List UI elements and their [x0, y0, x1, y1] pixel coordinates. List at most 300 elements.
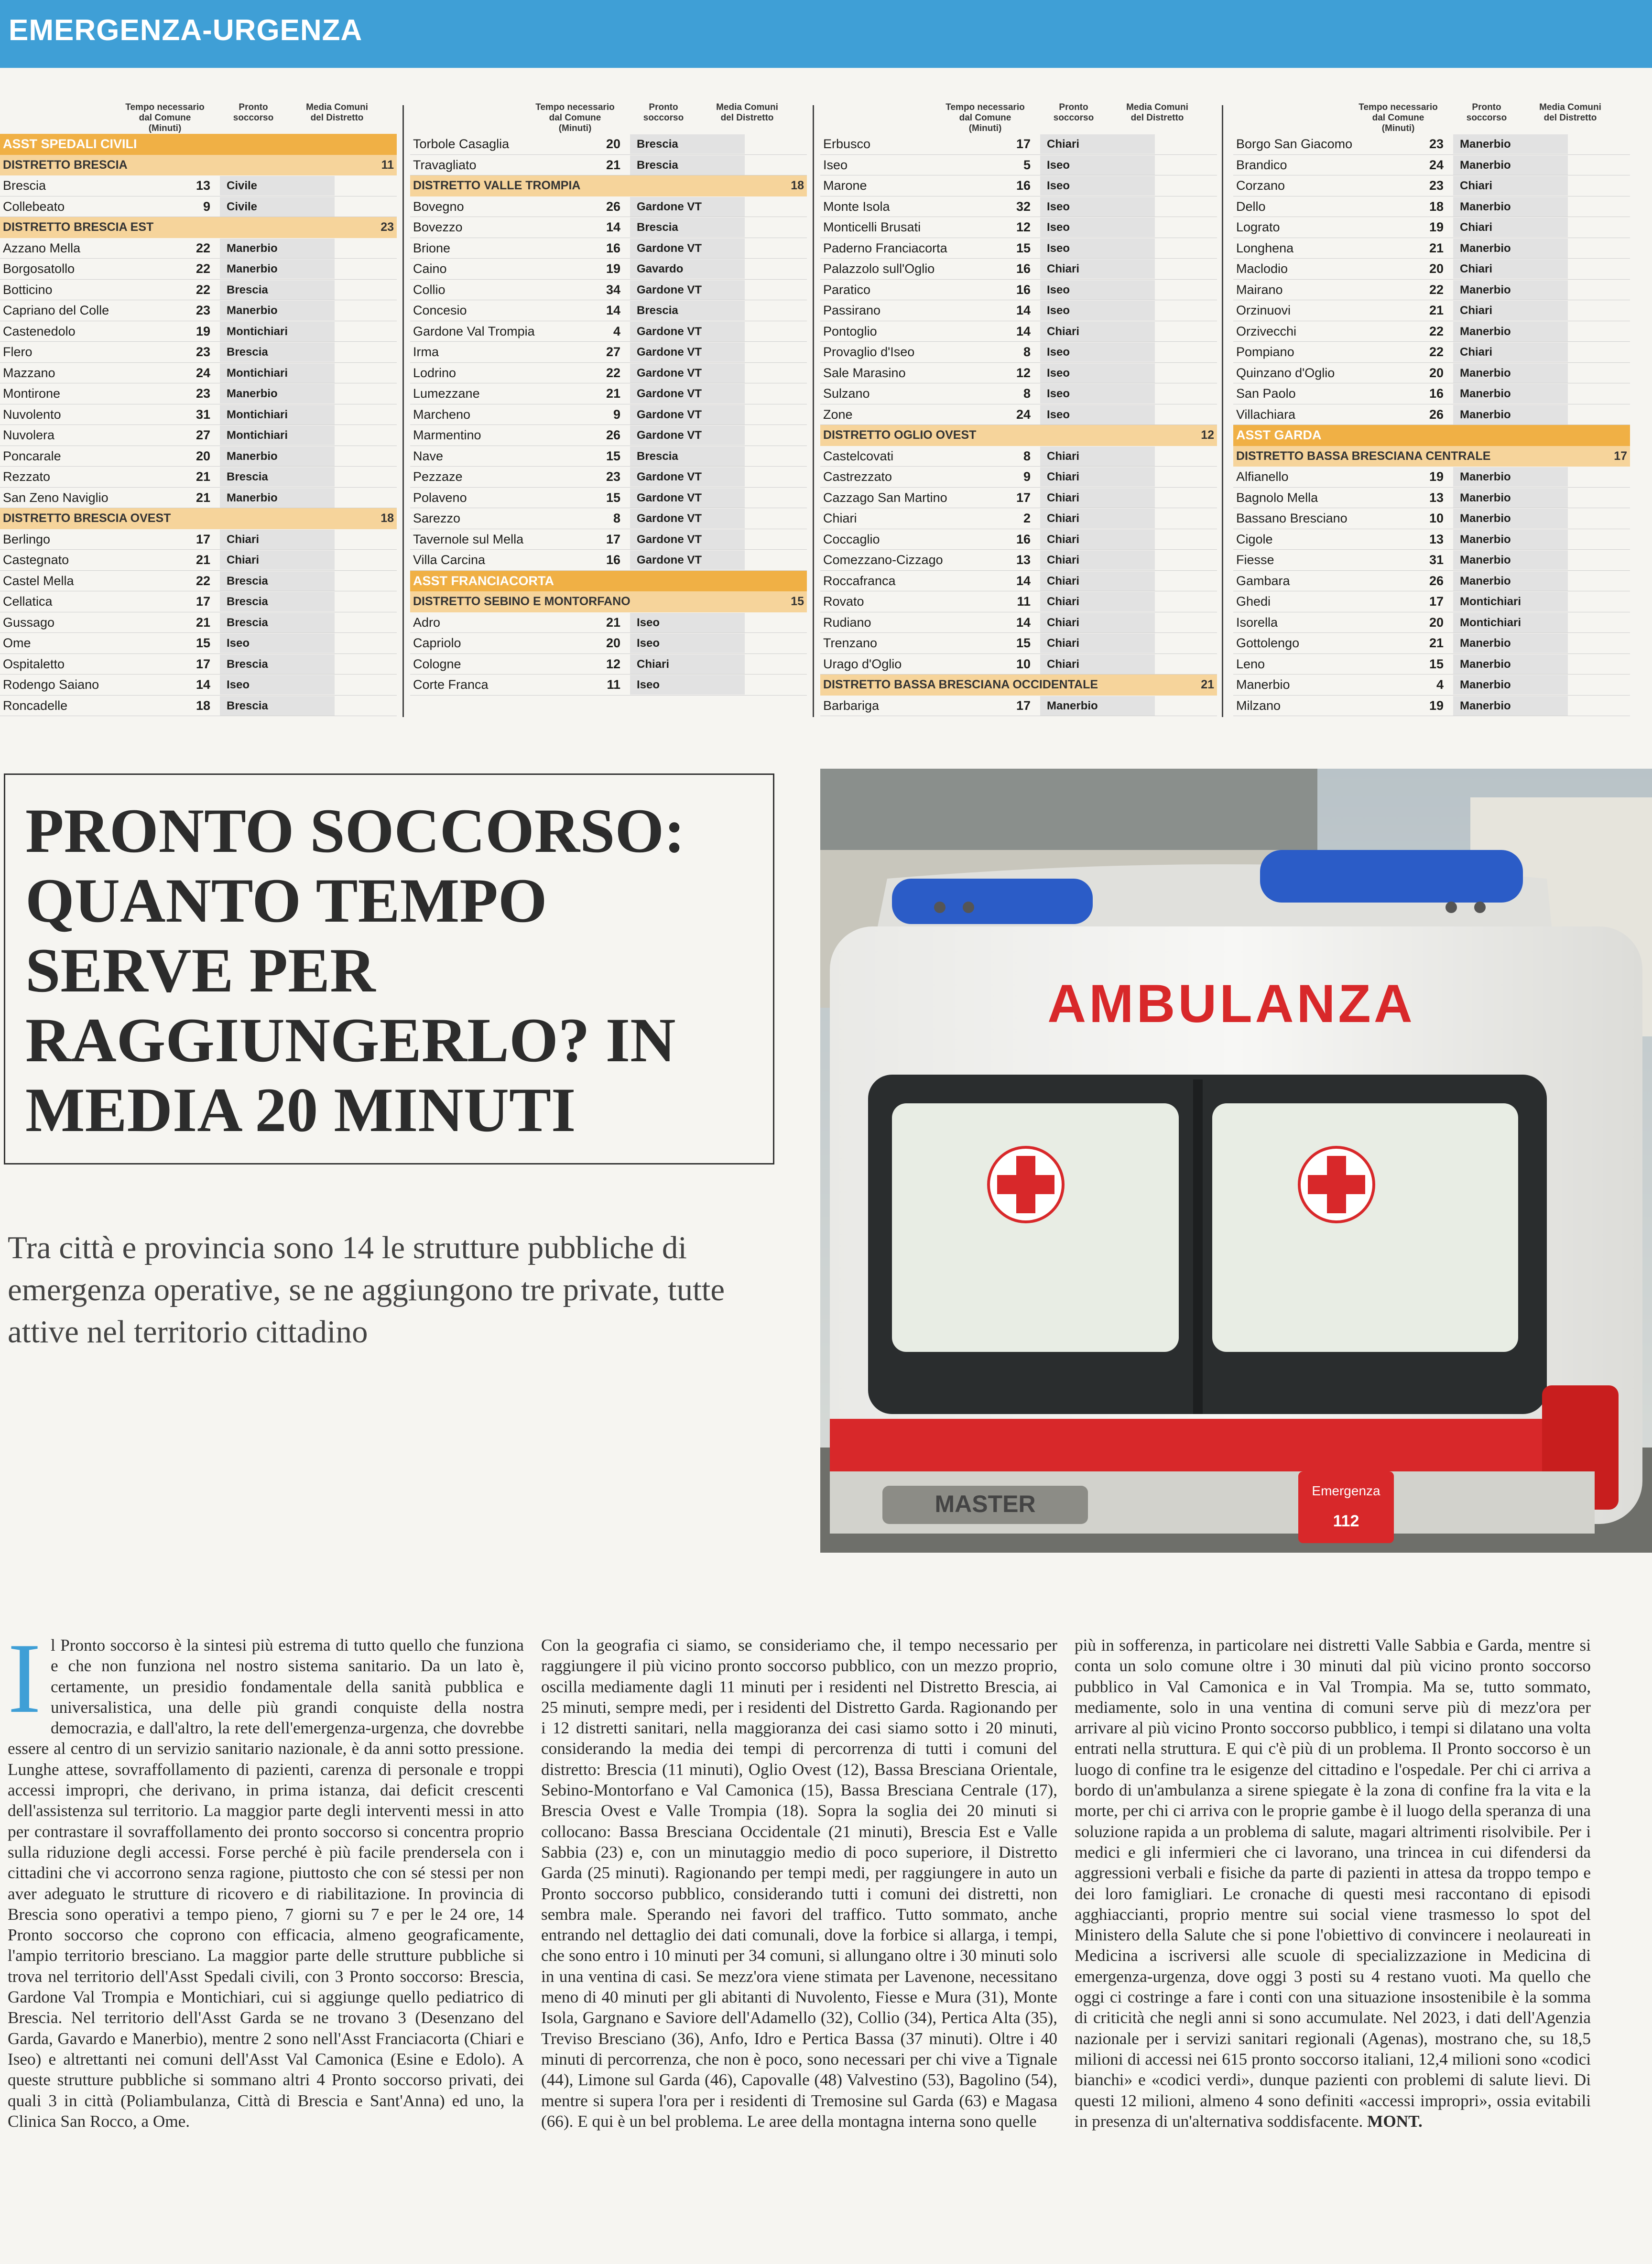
comune-name: Passirano — [823, 303, 881, 317]
travel-minutes: 23 — [1429, 137, 1444, 151]
travel-minutes: 31 — [196, 407, 210, 422]
comune-name: Azzano Mella — [3, 240, 81, 255]
comune-row — [820, 571, 1217, 592]
pronto-soccorso: Iseo — [220, 675, 335, 695]
travel-minutes: 22 — [1429, 282, 1444, 297]
district-name: DISTRETTO SEBINO E MONTORFANO — [413, 595, 630, 608]
pronto-soccorso: Brescia — [220, 592, 335, 611]
comune-row — [1233, 612, 1630, 633]
comune-name: Brione — [413, 240, 451, 255]
comune-row — [410, 633, 807, 654]
comune-row — [410, 383, 807, 404]
comune-row — [1233, 196, 1630, 218]
comune-name: Rezzato — [3, 469, 51, 484]
comune-name: Provaglio d'Iseo — [823, 345, 915, 359]
comune-name: Adro — [413, 615, 441, 630]
comune-name: Roccafranca — [823, 573, 896, 588]
district-average: 18 — [380, 512, 394, 525]
comune-row — [1233, 591, 1630, 612]
travel-minutes: 21 — [606, 386, 620, 401]
comune-name: Nuvolento — [3, 407, 61, 422]
district-header — [0, 155, 397, 176]
comune-name: Rovato — [823, 594, 864, 609]
comune-name: Orzinuovi — [1236, 303, 1291, 317]
comune-name: Tavernole sul Mella — [413, 532, 524, 546]
pronto-soccorso: Manerbio — [1453, 467, 1568, 487]
article-text-col1: l Pronto soccorso è la sintesi più estrema di tutto quello che funziona e che non funziona nel nostro sistema sanitario. Da un lato è, certamente, un presidio fondamentale della sanità pubblica e universalistica, una delle più grandi conquiste della nostra democrazia, e dall'altro, la rete dell'emergenza-urgenza, che dovrebbe essere al centro di un servizio sanitario nazionale, è da anni sotto pressione. Lunghe attese, sovraffollamento di pazienti, carenza di personale e troppi accessi impropri, che derivano, in prima istanza, dai deficit crescenti dell'assistenza sul territorio. La maggior parte degli interventi messi in atto per contrastare il sovraffollamento dei pronto soccorso si concentra proprio sulla riduzione degli accessi. Forse perché è più facile prendersela con i cittadini che vi accorrono senza ragione, piuttosto che con sé stessi per non aver adeguato le strutture di ricovero e di riabilitazione. In provincia di Brescia sono operativi a tempo pieno, 7 giorni su 7 e per le 24 ore, 14 Pronto soccorso che coprono con efficacia, almeno geograficamente, l'ampio territorio bresciano. La maggior parte delle strutture pubbliche si trova nel territorio dell'Asst Spedali civili, con 3 Pronto soccorso: Brescia, Gardone Val Trompia e Montichiari, cui si aggiunge quello pediatrico di Brescia. Nel territorio dell'Asst Garda se ne trovano 3 (Desenzano del Garda, Gavardo e Manerbio), mentre 2 sono nell'Asst Franciacorta (Chiari e Iseo) e altrettanti nei comuni dell'Asst Val Camonica (Esine e Edolo). A queste strutture pubbliche si sommano altri 4 Pronto soccorso privati, dei quali 3 in città (Poliambulanza, Città di Brescia e Sant'Anna) ed uno, la Clinica San Rocco, a Ome. — [8, 1636, 524, 2131]
comune-name: Cologne — [413, 656, 461, 671]
travel-minutes: 20 — [1429, 261, 1444, 276]
comune-row — [1233, 280, 1630, 301]
comune-row — [820, 633, 1217, 654]
pronto-soccorso: Iseo — [1040, 363, 1155, 383]
travel-minutes: 18 — [196, 698, 210, 713]
pronto-soccorso: Civile — [220, 197, 335, 217]
travel-minutes: 18 — [1429, 199, 1444, 214]
pronto-soccorso: Chiari — [1040, 259, 1155, 279]
comune-row — [410, 342, 807, 363]
travel-minutes: 8 — [1023, 448, 1031, 463]
header-avg: Media Comuni del Distretto — [306, 102, 368, 123]
pronto-soccorso: Manerbio — [220, 446, 335, 466]
travel-minutes: 16 — [1016, 532, 1031, 546]
travel-minutes: 26 — [1429, 573, 1444, 588]
comune-name: Palazzolo sull'Oglio — [823, 261, 935, 276]
table-column-4 — [1233, 96, 1630, 716]
comune-row — [0, 425, 397, 446]
travel-minutes: 14 — [1016, 615, 1031, 630]
comune-row — [1233, 467, 1630, 488]
travel-minutes: 10 — [1016, 656, 1031, 671]
comune-name: Marmentino — [413, 428, 481, 442]
comune-row — [0, 238, 397, 259]
comune-name: Trenzano — [823, 636, 878, 650]
comune-row — [820, 654, 1217, 675]
comune-name: Pompiano — [1236, 345, 1294, 359]
comune-name: Iseo — [823, 157, 848, 172]
pronto-soccorso: Montichiari — [1453, 592, 1568, 611]
travel-minutes: 15 — [1016, 240, 1031, 255]
pronto-soccorso: Manerbio — [220, 488, 335, 508]
travel-minutes: 8 — [613, 511, 620, 525]
pronto-soccorso: Chiari — [630, 654, 745, 674]
travel-minutes: 20 — [606, 636, 620, 650]
district-name: DISTRETTO BASSA BRESCIANA OCCIDENTALE — [823, 678, 1098, 691]
comune-name: Comezzano-Cizzago — [823, 553, 943, 567]
pronto-soccorso: Iseo — [630, 633, 745, 653]
pronto-soccorso: Iseo — [1040, 405, 1155, 424]
pronto-soccorso: Chiari — [1040, 322, 1155, 341]
comune-name: Alfianello — [1236, 469, 1289, 484]
comune-row — [1233, 363, 1630, 384]
pronto-soccorso: Chiari — [1453, 342, 1568, 362]
pronto-soccorso: Iseo — [1040, 197, 1155, 217]
comune-name: Mairano — [1236, 282, 1283, 297]
comune-row — [0, 300, 397, 321]
pronto-soccorso: Brescia — [220, 280, 335, 300]
comune-name: Capriano del Colle — [3, 303, 109, 317]
travel-minutes: 14 — [1016, 324, 1031, 338]
pronto-soccorso: Chiari — [1453, 218, 1568, 237]
pronto-soccorso: Manerbio — [1453, 550, 1568, 570]
comune-row — [1233, 321, 1630, 342]
pronto-soccorso: Chiari — [1040, 633, 1155, 653]
pronto-soccorso: Chiari — [220, 550, 335, 570]
comune-name: Polaveno — [413, 490, 467, 505]
travel-minutes: 31 — [1429, 553, 1444, 567]
travel-minutes: 24 — [1429, 157, 1444, 172]
district-header — [0, 508, 397, 529]
travel-minutes: 22 — [1429, 345, 1444, 359]
comune-row — [0, 612, 397, 633]
comune-name: Marone — [823, 178, 867, 193]
comune-row — [0, 571, 397, 592]
pronto-soccorso: Gardone VT — [630, 363, 745, 383]
travel-minutes: 22 — [196, 573, 210, 588]
travel-minutes: 15 — [1429, 656, 1444, 671]
pronto-soccorso: Manerbio — [1453, 633, 1568, 653]
comune-name: Collebeato — [3, 199, 65, 214]
comune-row — [0, 321, 397, 342]
comune-name: Gottolengo — [1236, 636, 1300, 650]
comune-name: Leno — [1236, 656, 1265, 671]
pronto-soccorso: Gardone VT — [630, 280, 745, 300]
travel-minutes: 20 — [196, 448, 210, 463]
comune-name: Fiesse — [1236, 553, 1274, 567]
travel-minutes: 13 — [1429, 532, 1444, 546]
pronto-soccorso: Brescia — [630, 155, 745, 175]
comune-name: Rudiano — [823, 615, 871, 630]
comune-row — [0, 654, 397, 675]
pronto-soccorso: Brescia — [220, 613, 335, 632]
pronto-soccorso: Manerbio — [1040, 696, 1155, 716]
travel-minutes: 11 — [607, 677, 620, 692]
article-column-3 — [1075, 1635, 1591, 2132]
travel-minutes: 12 — [1016, 220, 1031, 234]
comune-row — [410, 321, 807, 342]
column-divider — [402, 105, 404, 717]
comune-name: Montirone — [3, 386, 61, 401]
headline: PRONTO SOCCORSO: QUANTO TEMPO SERVE PER RAGGIUNGERLO? IN MEDIA 20 MINUTI — [25, 795, 685, 1145]
comune-name: Pontoglio — [823, 324, 877, 338]
comune-name: Coccaglio — [823, 532, 880, 546]
travel-minutes: 26 — [606, 199, 620, 214]
comune-name: Orzivecchi — [1236, 324, 1297, 338]
travel-minutes: 27 — [196, 428, 210, 442]
pronto-soccorso: Gardone VT — [630, 405, 745, 424]
pronto-soccorso: Gardone VT — [630, 550, 745, 570]
left-light-bar — [892, 879, 1093, 924]
travel-minutes: 16 — [1016, 282, 1031, 297]
pronto-soccorso: Gardone VT — [630, 384, 745, 403]
district-average: 21 — [1201, 678, 1214, 691]
travel-minutes: 9 — [1023, 469, 1031, 484]
header-avg: Media Comuni del Distretto — [1539, 102, 1601, 123]
travel-minutes: 27 — [606, 345, 620, 359]
header-time: Tempo necessario dal Comune (Minuti) — [125, 102, 205, 133]
comune-name: Corzano — [1236, 178, 1285, 193]
pronto-soccorso: Iseo — [1040, 301, 1155, 320]
comune-row — [0, 342, 397, 363]
district-average: 23 — [380, 220, 394, 234]
comune-name: Castenedolo — [3, 324, 76, 338]
section-title: EMERGENZA-URGENZA — [9, 14, 363, 47]
header-avg: Media Comuni del Distretto — [716, 102, 778, 123]
comune-row — [410, 280, 807, 301]
travel-minutes: 14 — [606, 303, 620, 317]
travel-minutes: 17 — [1016, 490, 1031, 505]
comune-name: Cellatica — [3, 594, 53, 609]
comune-row — [1233, 654, 1630, 675]
pronto-soccorso: Montichiari — [220, 363, 335, 383]
pronto-soccorso: Chiari — [1040, 592, 1155, 611]
comune-name: Corte Franca — [413, 677, 489, 692]
travel-minutes: 4 — [613, 324, 620, 338]
comune-row — [820, 383, 1217, 404]
pronto-soccorso: Manerbio — [220, 301, 335, 320]
comune-row — [0, 529, 397, 550]
comune-row — [820, 488, 1217, 509]
pronto-soccorso: Brescia — [630, 218, 745, 237]
comune-row — [410, 217, 807, 238]
comune-row — [1233, 488, 1630, 509]
article-column-2 — [541, 1635, 1057, 2132]
comune-name: Cigole — [1236, 532, 1273, 546]
travel-minutes: 21 — [1429, 636, 1444, 650]
travel-minutes: 9 — [613, 407, 620, 422]
comune-name: Nuvolera — [3, 428, 55, 442]
pronto-soccorso: Chiari — [1453, 176, 1568, 196]
pronto-soccorso: Chiari — [1040, 530, 1155, 549]
pronto-soccorso: Chiari — [1040, 134, 1155, 154]
comune-row — [0, 383, 397, 404]
travel-minutes: 16 — [1429, 386, 1444, 401]
pronto-soccorso: Manerbio — [220, 259, 335, 279]
section-header — [0, 0, 1652, 68]
table-column-1 — [0, 96, 397, 716]
district-average: 15 — [791, 595, 804, 608]
header-time: Tempo necessario dal Comune (Minuti) — [535, 102, 615, 133]
travel-minutes: 8 — [1023, 386, 1031, 401]
pronto-soccorso: Manerbio — [1453, 488, 1568, 508]
comune-name: Barbariga — [823, 698, 880, 713]
comune-row — [410, 654, 807, 675]
travel-minutes: 17 — [1016, 137, 1031, 151]
pronto-soccorso: Manerbio — [1453, 675, 1568, 695]
travel-minutes: 10 — [1429, 511, 1444, 525]
travel-minutes: 24 — [1016, 407, 1031, 422]
travel-minutes: 22 — [196, 261, 210, 276]
travel-minutes: 22 — [196, 282, 210, 297]
comune-row — [820, 612, 1217, 633]
comune-name: Rodengo Saiano — [3, 677, 99, 692]
comune-name: Pezzaze — [413, 469, 463, 484]
pronto-soccorso: Manerbio — [220, 239, 335, 258]
pronto-soccorso: Iseo — [1040, 176, 1155, 196]
district-average: 11 — [381, 158, 394, 172]
comune-name: San Paolo — [1236, 386, 1296, 401]
asst-header: ASST GARDA — [1233, 425, 1630, 446]
travel-minutes: 19 — [1429, 469, 1444, 484]
comune-name: Villachiara — [1236, 407, 1296, 422]
table-column-3 — [820, 96, 1217, 716]
comune-name: Dello — [1236, 199, 1266, 214]
travel-minutes: 17 — [196, 656, 210, 671]
comune-name: Quinzano d'Oglio — [1236, 365, 1335, 380]
pronto-soccorso: Brescia — [630, 446, 745, 466]
travel-minutes: 22 — [1429, 324, 1444, 338]
travel-minutes: 15 — [196, 636, 210, 650]
comune-name: Castel Mella — [3, 573, 74, 588]
travel-minutes: 21 — [196, 615, 210, 630]
travel-minutes: 32 — [1016, 199, 1031, 214]
travel-minutes: 14 — [196, 677, 210, 692]
comune-name: Castegnato — [3, 553, 69, 567]
travel-minutes: 21 — [606, 157, 620, 172]
district-header — [410, 175, 807, 196]
table-header — [410, 96, 807, 134]
travel-minutes: 26 — [1429, 407, 1444, 422]
asst-header: ASST SPEDALI CIVILI — [0, 134, 397, 155]
travel-minutes: 13 — [1016, 553, 1031, 567]
travel-minutes: 9 — [203, 199, 210, 214]
comune-name: Bovezzo — [413, 220, 463, 234]
table-header — [820, 96, 1217, 134]
comune-row — [1233, 404, 1630, 425]
pronto-soccorso: Chiari — [1453, 259, 1568, 279]
header-time: Tempo necessario dal Comune (Minuti) — [1359, 102, 1438, 133]
comune-row — [820, 259, 1217, 280]
comune-row — [410, 550, 807, 571]
comune-row — [820, 342, 1217, 363]
pronto-soccorso: Chiari — [1040, 550, 1155, 570]
comune-name: Longhena — [1236, 240, 1294, 255]
article-text-col3: più in sofferenza, in particolare nei distretti Valle Sabbia e Garda, mentre si conta un solo comune oltre i 30 minuti dal più vicino pronto soccorso pubblico in Val Camonica e in Val Trompia. Ma se, tutto sommato, mediamente, solo in una ventina di comuni serve più di mezz'ora per arrivare al più vicino Pronto soccorso pubblico, i tempi si dilatano una volta entrati nella struttura. E qui c'è più di un problema. Il Pronto soccorso è un luogo di confine tra le esigenze del cittadino e l'ospedale. Per chi ci arriva a bordo di un'ambulanza a sirene spiegate è la zona di confine fra la vita e la morte, per chi ci arriva con le proprie gambe è il luogo della speranza di una soluzione rapida a un problema di salute, magari altrimenti risolvibile. Per i medici e gli infermieri che ci lavorano, una trincea in cui difendersi da aggressioni verbali e fisiche da parte di pazienti in attesa da troppo tempo e dei loro famigliari. Le cronache di questi mesi raccontano di episodi agghiaccianti, proprio mentre sui social viene trasmesso lo spot del Ministero della Salute che si pone l'obiettivo di convincere i neolaureati in Medicina a iscriversi alle scuole di specializzazione in Medicina di emergenza-urgenza, dove oggi 3 posti su 4 restano vuoti. Ma quello che oggi ci costringe a fare i conti con una situazione insostenibile è la somma di criticità che negli anni si sono accumulate. Nel 2023, i dati dell'Agenzia nazionale per i servizi sanitari regionali (Agenas), mostrano che, su 18,5 milioni di accessi nei 615 pronto soccorso italiani, 12,4 milioni sono «codici bianchi» e «codici verdi», dunque pazienti con problemi di salute lievi. Di questi 12 milioni, almeno 4 sono definiti «accessi impropri», ossia evitabili in presenza di un'alternativa soddisfacente. — [1075, 1636, 1591, 2131]
comune-row — [820, 280, 1217, 301]
pronto-soccorso: Montichiari — [1453, 613, 1568, 632]
pronto-soccorso: Gardone VT — [630, 239, 745, 258]
comune-name: Castrezzato — [823, 469, 892, 484]
comune-name: Borgosatollo — [3, 261, 75, 276]
comune-row — [0, 363, 397, 384]
travel-minutes: 23 — [196, 386, 210, 401]
travel-minutes: 34 — [606, 282, 620, 297]
comune-name: Paratico — [823, 282, 871, 297]
article-text-col2: Con la geografia ci siamo, se consideriamo che, il tempo necessario per raggiungere il più vicino pronto soccorso pubblico, con un mezzo proprio, oscilla mediamente dagli 11 minuti per i residenti nel Distretto Brescia, ai 25 minuti, sempre medi, per i residenti del Distretto Garda. Ragionando per i 12 distretti sanitari, nella maggioranza dei casi siamo sotto i 20 minuti, considerando la media dei tempi di percorrenza di tutti i comuni del distretto: Brescia (11 minuti), Oglio Ovest (12), Bassa Bresciana Orientale, Sebino-Montorfano e Val Camonica (15), Bassa Bresciana Centrale (17), Brescia Ovest e Valle Trompia (18). Sopra la soglia dei 20 minuti si collocano: Bassa Bresciana Occidentale (21 minuti), Brescia Est e Valle Sabbia (23) e, con un minutaggio medio di poco superiore, il Distretto Garda (25 minuti). Ragionando per tempi medi, per raggiungere in auto un Pronto soccorso pubblico, considerando tutti i comuni dei distretti, non sembra male. Sperando nei favori del traffico. Tutto sommato, anche entrando nel dettaglio dei dati comunali, dove la forbice si allarga, i tempi, che sono entro i 10 minuti per 34 comuni, si allungano oltre i 30 minuti solo in una ventina di casi. Se mezz'ora viene stimata per Lavenone, necessitano meno di 40 minuti per gli abitanti di Nuvolento, Fiesse e Mura (31), Monte Isola, Gargnano e Saviore dell'Adamello (32), Collio (34), Pertica Alta (35), Treviso Bresciano (36), Anfo, Idro e Pertica Bassa (37 minuti). Oltre i 40 minuti di percorrenza, che non è poco, sono necessari per chi vive a Tignale (44), Limone sul Garda (46), Capovalle (48) Valvestino (53), Bagolino (54), mentre si supera l'ora per i residenti di Tremosine sul Garda (63) e Magasa (66). E qui è un bel problema. Le aree della montagna interna sono quelle — [541, 1636, 1057, 2131]
comune-row — [0, 196, 397, 218]
comune-row — [1233, 217, 1630, 238]
pronto-soccorso: Iseo — [1040, 342, 1155, 362]
comune-row — [410, 134, 807, 155]
travel-minutes: 5 — [1023, 157, 1031, 172]
comune-row — [410, 404, 807, 425]
pronto-soccorso: Manerbio — [1453, 197, 1568, 217]
comune-name: Villa Carcina — [413, 553, 486, 567]
drop-cap: I — [8, 1623, 41, 1734]
comune-name: San Zeno Naviglio — [3, 490, 109, 505]
pronto-soccorso: Montichiari — [220, 425, 335, 445]
comune-row — [410, 259, 807, 280]
travel-minutes: 13 — [196, 178, 210, 193]
pronto-soccorso: Montichiari — [220, 322, 335, 341]
comune-row — [410, 155, 807, 176]
travel-minutes: 22 — [196, 240, 210, 255]
comune-row — [1233, 342, 1630, 363]
headline-box — [4, 773, 774, 1165]
pronto-soccorso: Chiari — [1040, 446, 1155, 466]
comune-name: Flero — [3, 345, 33, 359]
travel-minutes: 20 — [606, 137, 620, 151]
travel-minutes: 21 — [1429, 240, 1444, 255]
comune-row — [1233, 238, 1630, 259]
comune-name: Lumezzane — [413, 386, 480, 401]
comune-row — [410, 446, 807, 467]
travel-minutes: 21 — [196, 553, 210, 567]
comune-row — [410, 238, 807, 259]
pronto-soccorso: Montichiari — [220, 405, 335, 424]
table-header — [1233, 96, 1630, 134]
comune-name: Irma — [413, 345, 439, 359]
comune-row — [1233, 134, 1630, 155]
comune-row — [820, 300, 1217, 321]
comune-row — [820, 591, 1217, 612]
header-ps: Pronto soccorso — [1053, 102, 1094, 123]
ambulance-photo — [820, 769, 1652, 1553]
comune-row — [410, 488, 807, 509]
district-header — [410, 591, 807, 612]
travel-minutes: 17 — [1016, 698, 1031, 713]
comune-name: Lodrino — [413, 365, 456, 380]
travel-minutes: 22 — [606, 365, 620, 380]
pronto-soccorso: Gardone VT — [630, 467, 745, 487]
comune-row — [0, 675, 397, 696]
district-name: DISTRETTO BASSA BRESCIANA CENTRALE — [1236, 449, 1491, 463]
header-time: Tempo necessario dal Comune (Minuti) — [946, 102, 1025, 133]
travel-minutes: 2 — [1023, 511, 1031, 525]
comune-name: Gardone Val Trompia — [413, 324, 535, 338]
comune-row — [820, 467, 1217, 488]
pronto-soccorso: Iseo — [1040, 239, 1155, 258]
comune-row — [820, 321, 1217, 342]
comune-row — [1233, 529, 1630, 550]
comune-row — [1233, 383, 1630, 404]
travel-minutes: 23 — [1429, 178, 1444, 193]
district-name: DISTRETTO BRESCIA EST — [3, 220, 154, 234]
travel-minutes: 16 — [1016, 178, 1031, 193]
comune-row — [820, 196, 1217, 218]
pronto-soccorso: Gardone VT — [630, 197, 745, 217]
comune-name: Erbusco — [823, 137, 871, 151]
article-body — [8, 1623, 1647, 2256]
pronto-soccorso: Manerbio — [1453, 322, 1568, 341]
comune-row — [820, 508, 1217, 529]
comune-row — [410, 675, 807, 696]
asst-header: ASST FRANCIACORTA — [410, 571, 807, 592]
comune-row — [410, 196, 807, 218]
comune-name: Paderno Franciacorta — [823, 240, 947, 255]
comune-name: Berlingo — [3, 532, 51, 546]
travel-minutes: 15 — [606, 448, 620, 463]
pronto-soccorso: Brescia — [220, 342, 335, 362]
comune-name: Brescia — [3, 178, 46, 193]
comune-name: Sarezzo — [413, 511, 461, 525]
comune-row — [0, 696, 397, 717]
district-name: DISTRETTO OGLIO OVEST — [823, 428, 977, 442]
pronto-soccorso: Brescia — [220, 571, 335, 591]
pronto-soccorso: Chiari — [1040, 654, 1155, 674]
pronto-soccorso: Iseo — [630, 675, 745, 695]
comune-row — [410, 529, 807, 550]
